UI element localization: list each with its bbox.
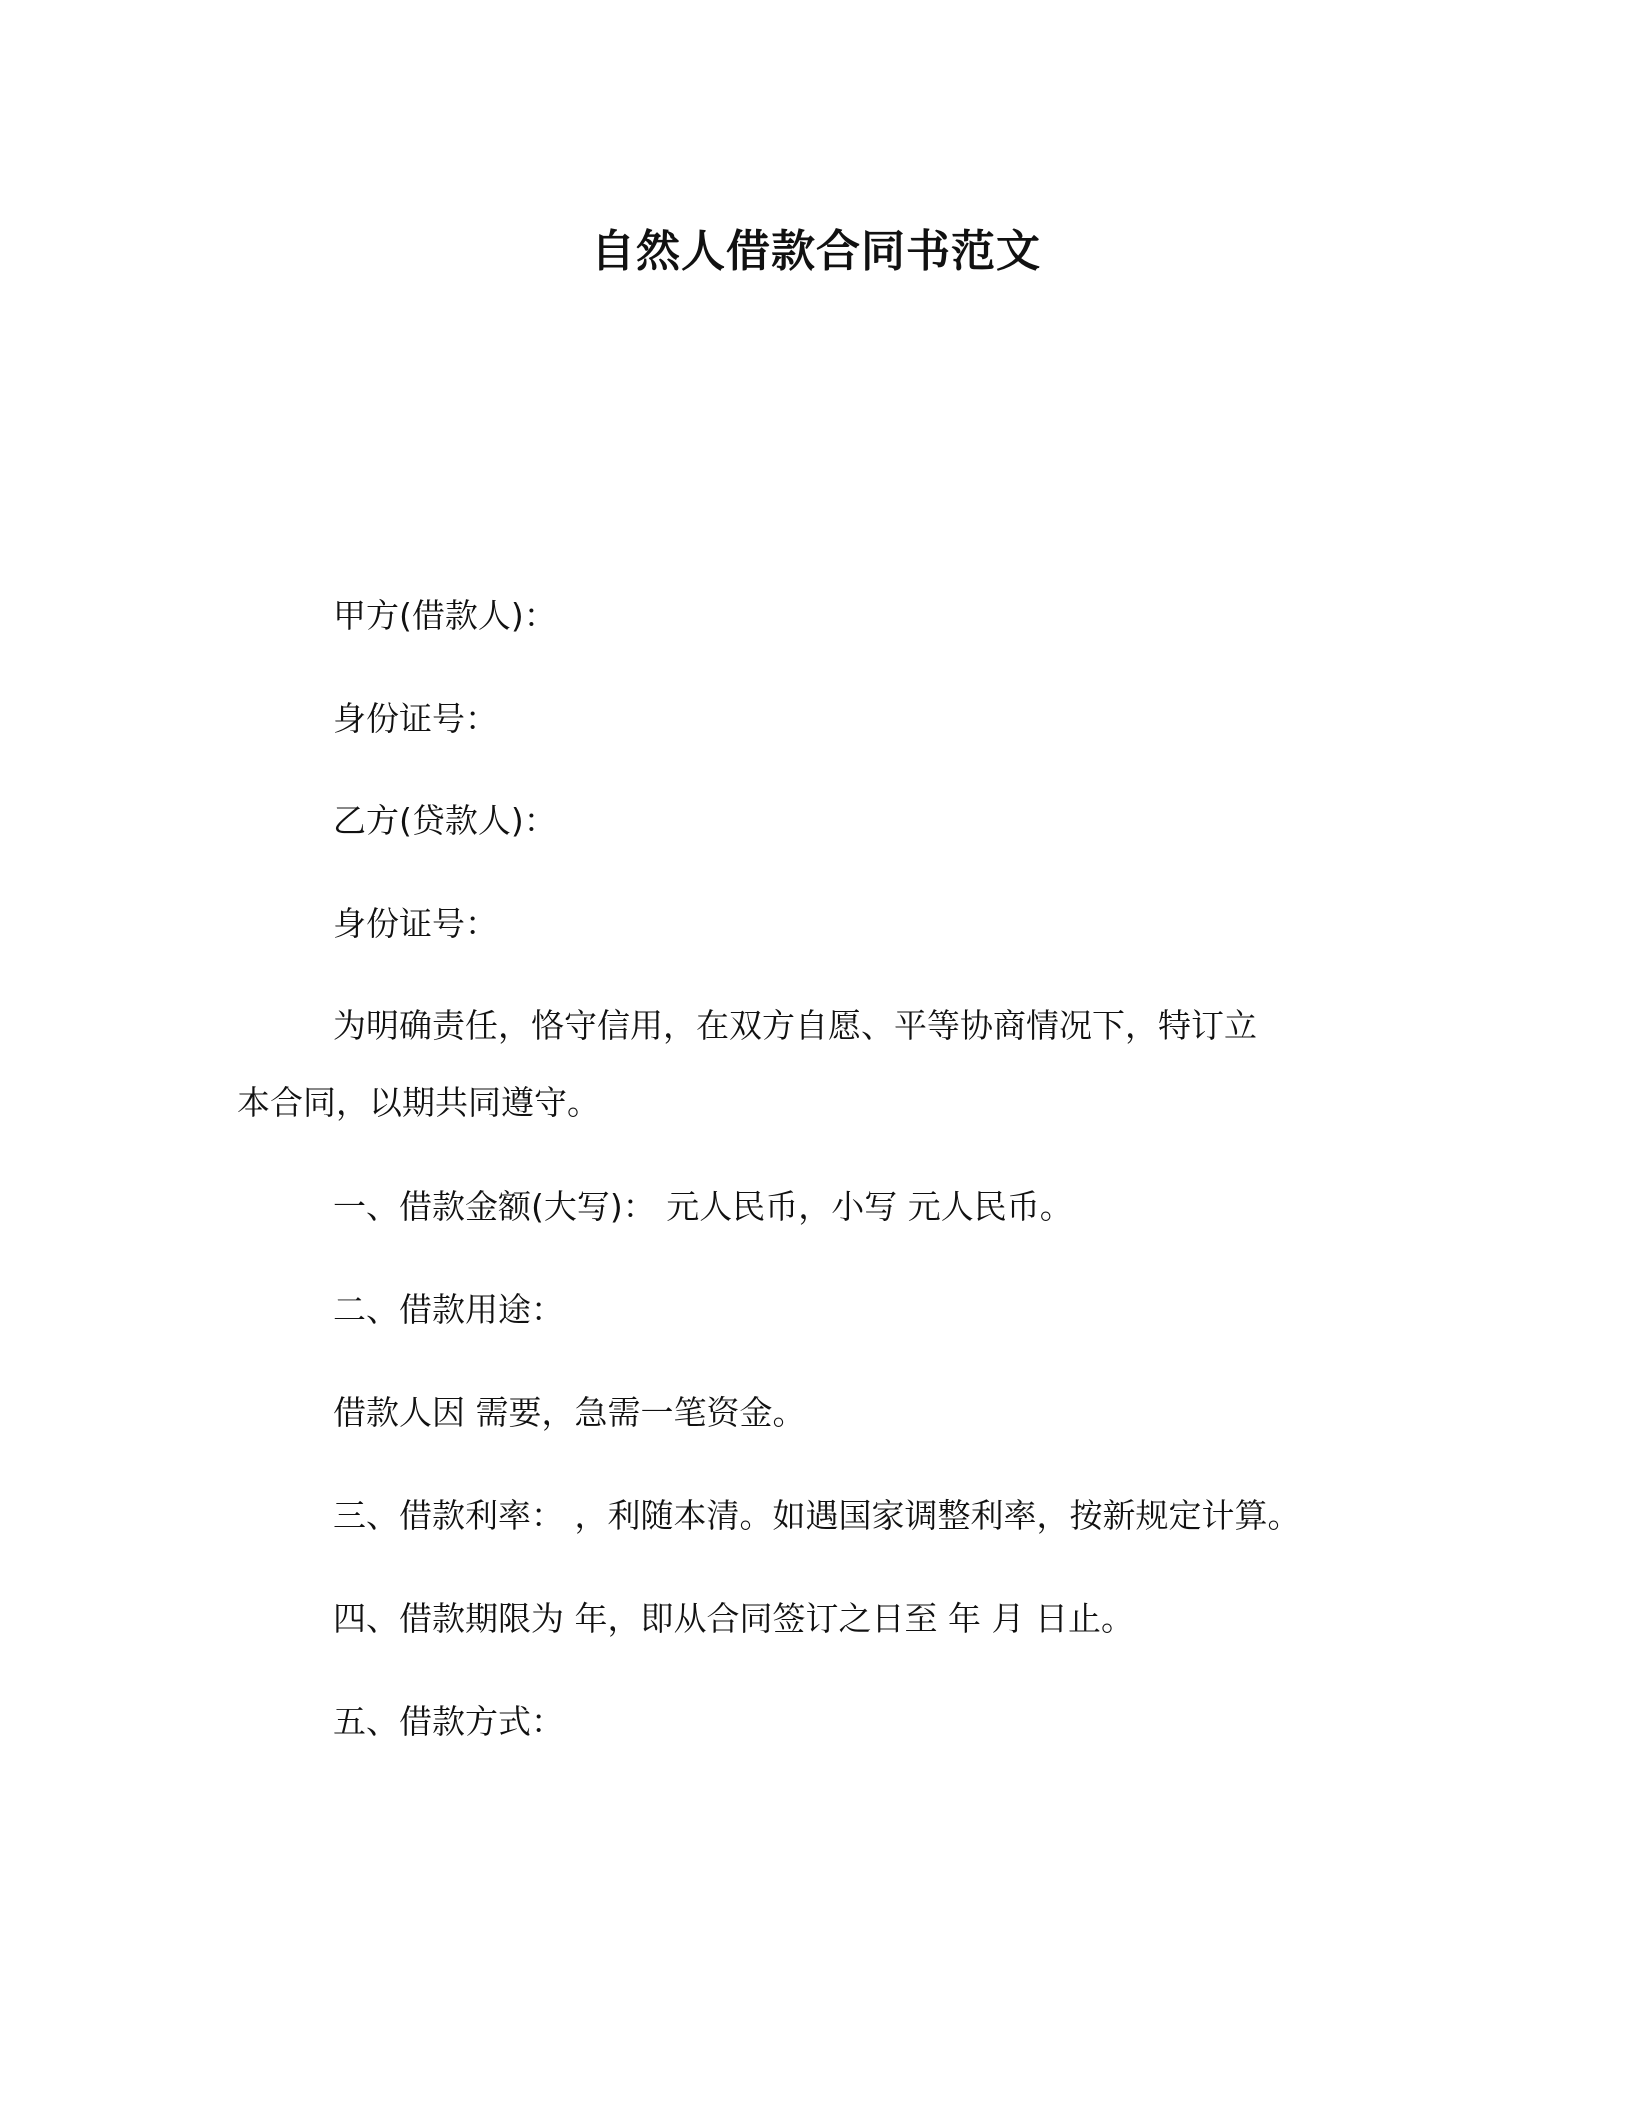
clause-2-purpose-detail: 借款人因 需要，急需一笔资金。 <box>333 1393 806 1432</box>
clause-2-loan-purpose: 二、借款用途： <box>333 1290 564 1329</box>
preamble-line-2: 本合同，以期共同遵守。 <box>237 1083 600 1122</box>
party-b-id-number-line: 身份证号： <box>333 904 498 943</box>
party-a-id-number-line: 身份证号： <box>333 699 498 738</box>
document-title: 自然人借款合同书范文 <box>591 226 1041 277</box>
clause-3-interest-rate: 三、借款利率： ，利随本清。如遇国家调整利率，按新规定计算。 <box>333 1496 1301 1535</box>
preamble-line-1: 为明确责任，恪守信用，在双方自愿、平等协商情况下，特订立 <box>333 1006 1257 1045</box>
clause-5-loan-method: 五、借款方式： <box>333 1702 564 1741</box>
clause-1-loan-amount: 一、借款金额(大写)： 元人民币，小写 元人民币。 <box>333 1187 1073 1226</box>
clause-4-loan-term: 四、借款期限为 年，即从合同签订之日至 年 月 日止。 <box>333 1599 1134 1638</box>
party-b-lender-line: 乙方(贷款人)： <box>333 801 557 840</box>
party-a-borrower-line: 甲方(借款人)： <box>333 596 557 635</box>
